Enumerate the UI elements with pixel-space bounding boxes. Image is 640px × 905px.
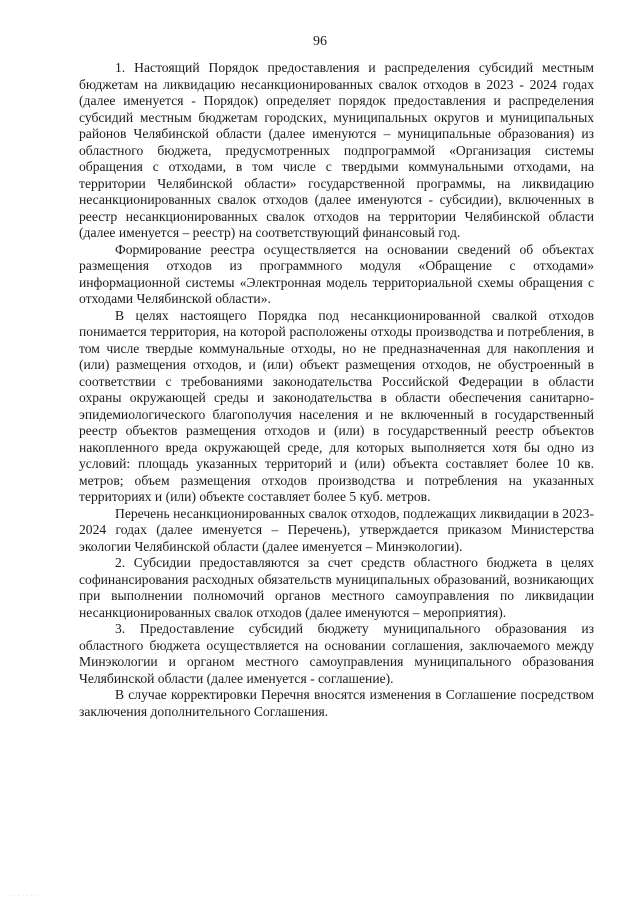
paragraph-registry-formation: Формирование реестра осуществляется на основании сведений об объектах размещения отходов из программного модуля «Обращение с отходами» информационной системы «Электронная модель территориальной схемы обращения с отходами Челябинской области». [79, 241, 594, 306]
paragraph-2-subsidy-source: 2. Субсидии предоставляются за счет средств областного бюджета в целях софинансирования расходных обязательств муниципальных образований, возникающих при выполнении полномочий органов местного самоуправления по ликвидации несанкционированных свалок отходов (далее именуются – мероприятия). [79, 555, 594, 620]
paragraph-dump-definition: В целях настоящего Порядка под несанкционированной свалкой отходов понимается территория, на которой расположены отходы производства и потребления, в том числе твердые коммунальные отходы, но не предназначенная для накопления и (или) размещения отходов, и (или) объект размещения отходов, не обустроенный в соответствии с требованиями законодательства Российской Федерации в области охраны окружающей среды и законодательства в области обеспечения санитарно-эпидемиологического благополучия населения и не включенный в государственный реестр объектов размещения отходов и (или) в государственный реестр объектов накопленного вреда окружающей среде, для которых выполняется хотя бы одно из условий: площадь указанных территорий и (или) объекта составляет более 10 кв. метров; объем размещения отходов производства и потребления на указанных территориях и (или) объекте составляет более 5 куб. метров. [79, 307, 594, 504]
scan-footer-mark: · · · · · · · · [10, 893, 42, 899]
page-number: 96 [313, 34, 327, 49]
paragraph-1-order-scope: 1. Настоящий Порядок предоставления и распределения субсидий местным бюджетам на ликвидацию несанкционированных свалок отходов в 2023 - 2024 годах (далее именуется - Порядок) определяет порядок предоставления и распределения субсидий местным бюджетам городских, муниципальных округов и муниципальных районов Челябинской области (далее именуются – муниципальные образования) из областного бюджета, предусмотренных подпрограммой «Организация системы обращения с отходами, в том числе с твердыми коммунальными отходами, на территории Челябинской области» государственной программы, на ликвидацию несанкционированных свалок отходов (далее именуются - субсидии), включенных в реестр несанкционированных свалок отходов на территории Челябинской области (далее именуется – реестр) на соответствующий финансовый год. [79, 60, 594, 240]
paragraph-list-approval: Перечень несанкционированных свалок отходов, подлежащих ликвидации в 2023- 2024 годах (далее именуется – Перечень), утверждается приказом Министерства экологии Челябинской области (далее именуется – Минэкологии). [79, 505, 594, 554]
paragraph-3-agreement: 3. Предоставление субсидий бюджету муниципального образования из областного бюджета осуществляется на основании соглашения, заключаемого между Минэкологии и органом местного самоуправления муниципального образования Челябинской области (далее именуется - соглашение). [79, 621, 594, 686]
document-body [79, 60, 594, 720]
paragraph-list-correction: В случае корректировки Перечня вносятся изменения в Соглашение посредством заключения дополнительного Соглашения. [79, 687, 594, 719]
